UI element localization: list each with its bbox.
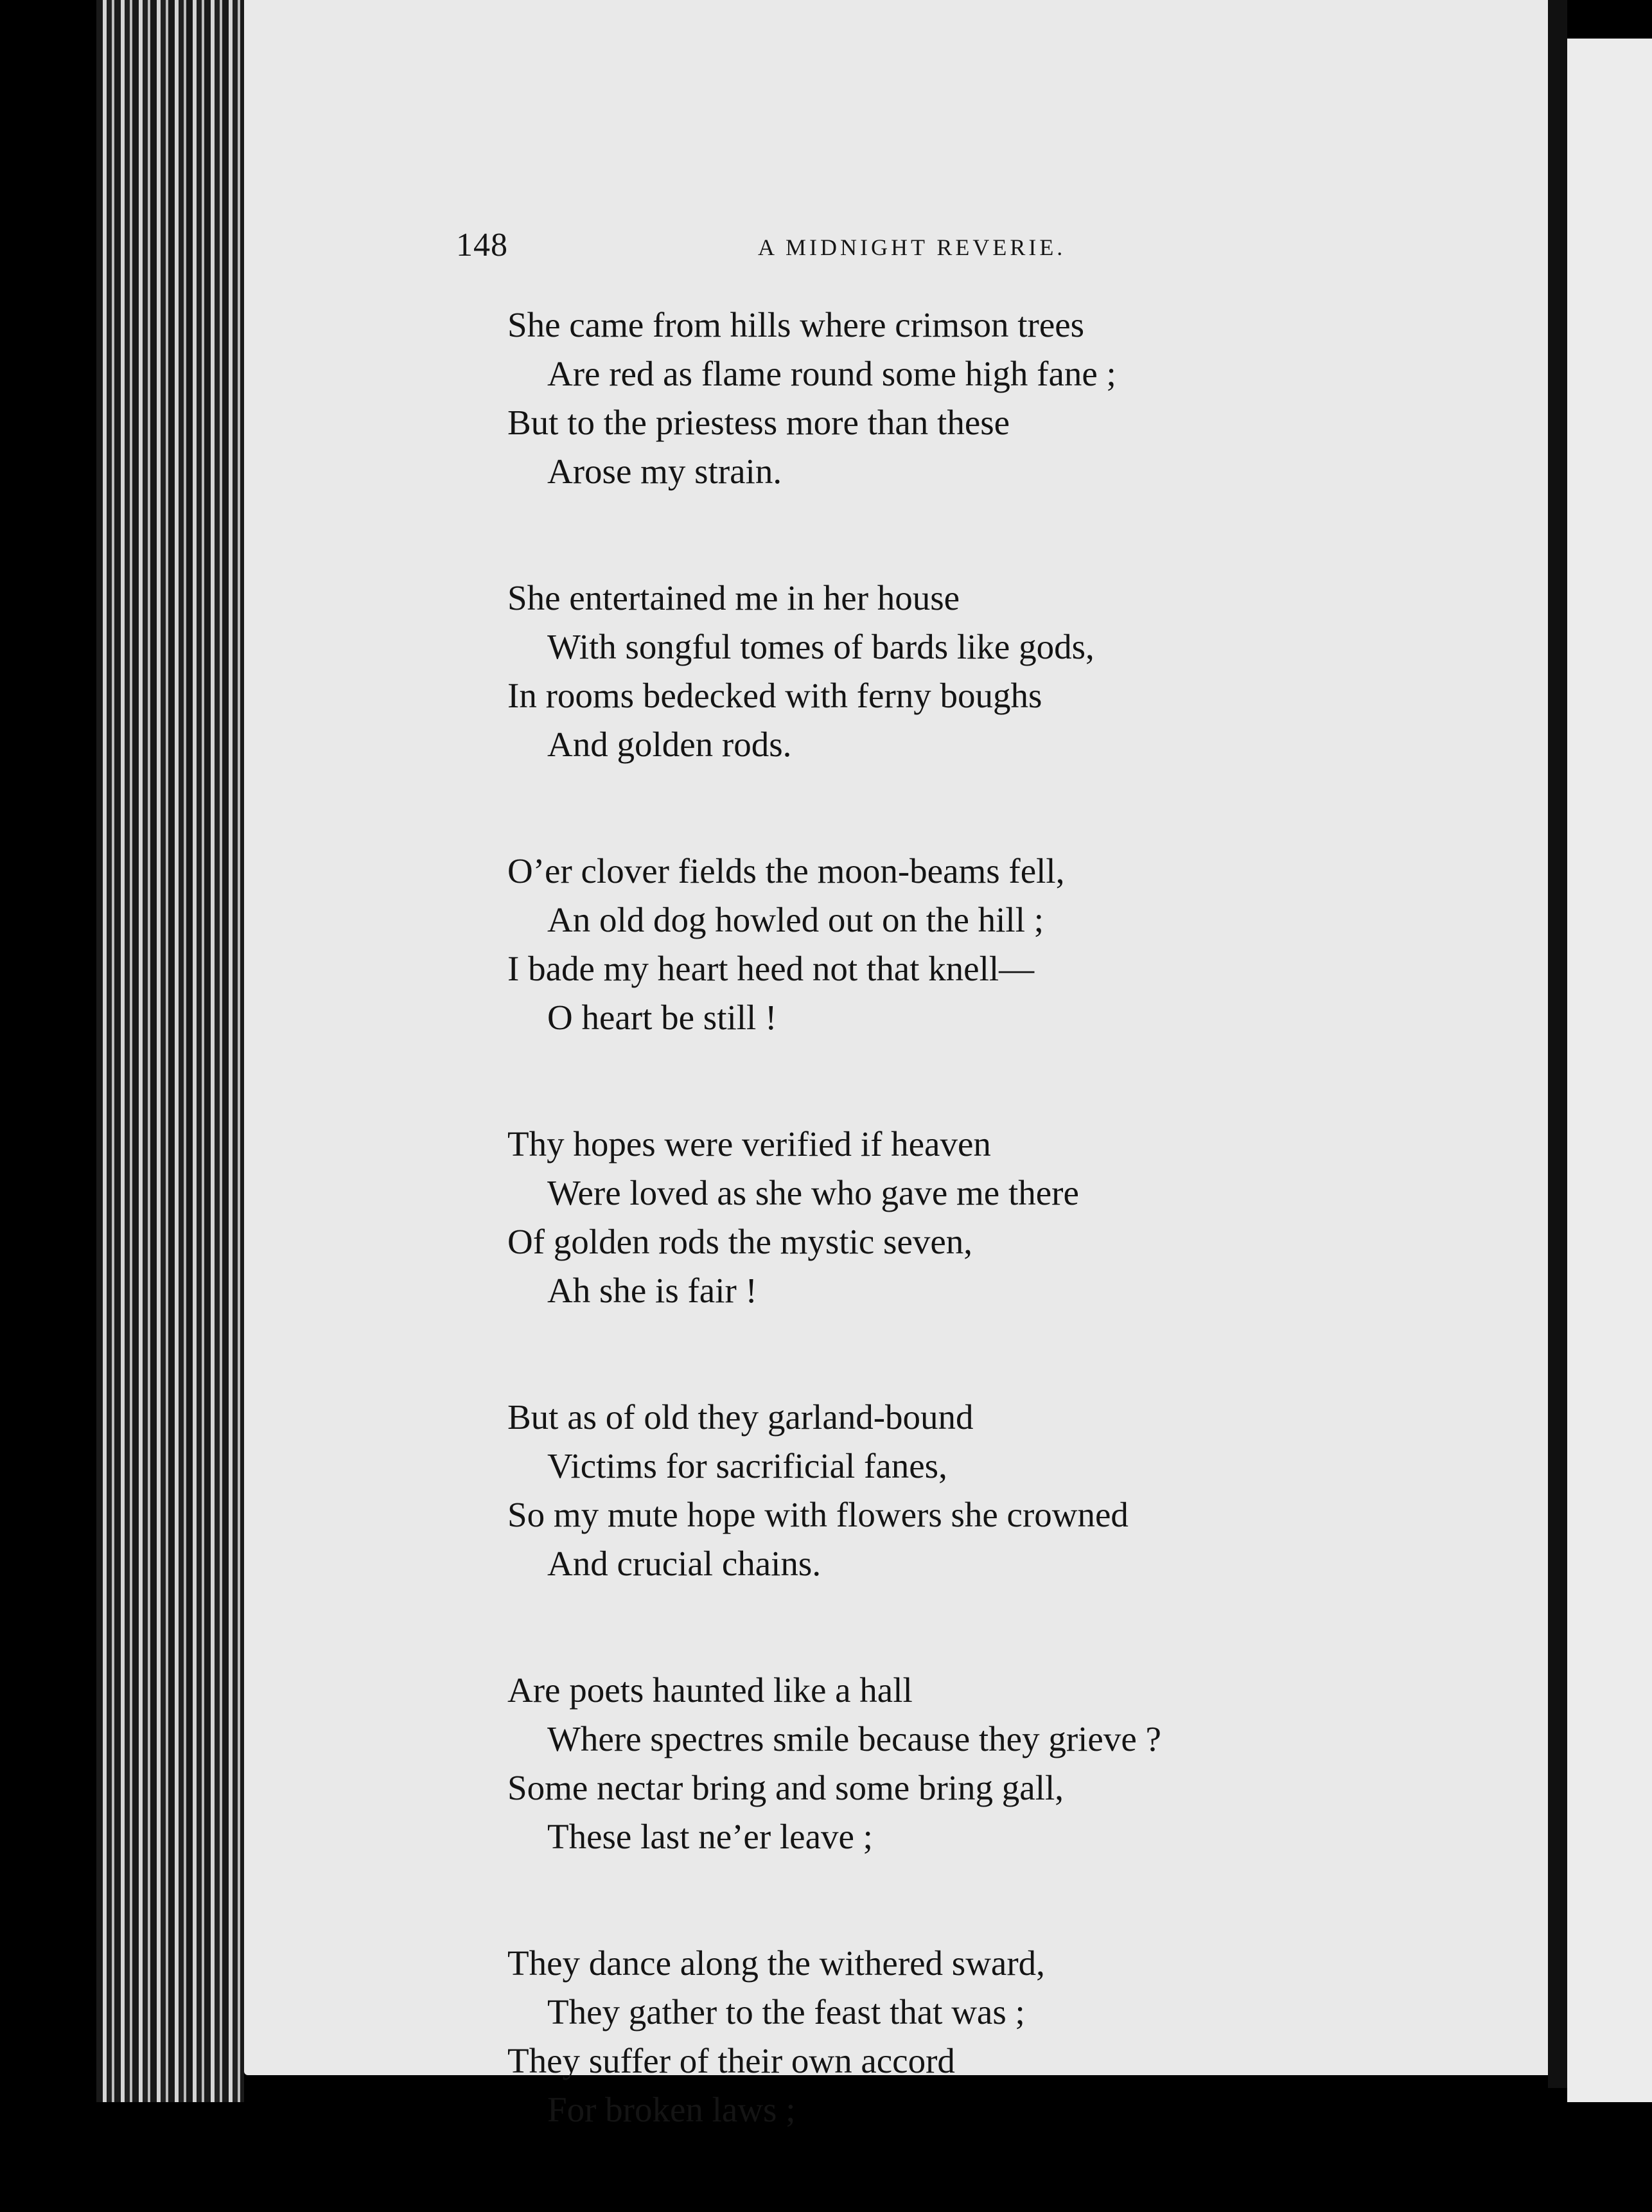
poem-line: But to the priestess more than these (507, 403, 1010, 442)
stanza-1 (507, 301, 1542, 496)
poem-line: These last ne’er leave ; (547, 1817, 873, 1856)
poem-line: In rooms bedecked with ferny boughs (507, 676, 1042, 715)
stanza-7 (507, 1939, 1542, 2134)
poem-line: Victims for sacrificial fanes, (547, 1446, 947, 1485)
stanza-2 (507, 574, 1542, 769)
poem-line: For broken laws ; (547, 2090, 796, 2129)
poem-line: She came from hills where crimson trees (507, 305, 1085, 344)
poem-line: She entertained me in her house (507, 578, 960, 617)
poem-line: Thy hopes were verified if heaven (507, 1124, 991, 1164)
page (244, 0, 1548, 2129)
poem-line: And crucial chains. (547, 1544, 822, 1583)
poem-body (507, 301, 1542, 2212)
poem-line: They suffer of their own accord (507, 2041, 955, 2080)
stanza-5 (507, 1393, 1542, 1588)
poem-line: They dance along the withered sward, (507, 1943, 1045, 1983)
page-number: 148 (456, 227, 508, 263)
poem-line: Where spectres smile because they grieve ? (547, 1719, 1161, 1758)
poem-line: Arose my strain. (547, 452, 782, 491)
stanza-4 (507, 1120, 1542, 1315)
poem-line: But as of old they garland-bound (507, 1397, 974, 1437)
poem-line: O heart be still ! (547, 998, 777, 1037)
stanza-6 (507, 1666, 1542, 1861)
poem-line: They gather to the feast that was ; (547, 1992, 1025, 2031)
poem-line: Are red as flame round some high fane ; (547, 354, 1116, 393)
gutter-shadow (1548, 0, 1567, 2088)
poem-line: I bade my heart heed not that knell— (507, 949, 1035, 988)
facing-page-edge (1567, 39, 1652, 2102)
poem-line: And golden rods. (547, 725, 792, 764)
poem-line: O’er clover fields the moon-beams fell, (507, 851, 1065, 890)
stacked-page-edges (96, 0, 244, 2102)
page-header (244, 226, 1548, 278)
poem-line: Some nectar bring and some bring gall, (507, 1768, 1064, 1807)
poem-line: Are poets haunted like a hall (507, 1670, 913, 1710)
poem-line: So my mute hope with flowers she crowned (507, 1495, 1129, 1534)
poem-line: An old dog howled out on the hill ; (547, 900, 1044, 939)
poem-line: Were loved as she who gave me there (547, 1173, 1079, 1212)
running-title: A MIDNIGHT REVERIE. (758, 234, 1066, 260)
stanza-3 (507, 847, 1542, 1042)
poem-line: Of golden rods the mystic seven, (507, 1222, 973, 1261)
poem-line: With songful tomes of bards like gods, (547, 627, 1094, 666)
poem-line: Ah she is fair ! (547, 1271, 757, 1310)
